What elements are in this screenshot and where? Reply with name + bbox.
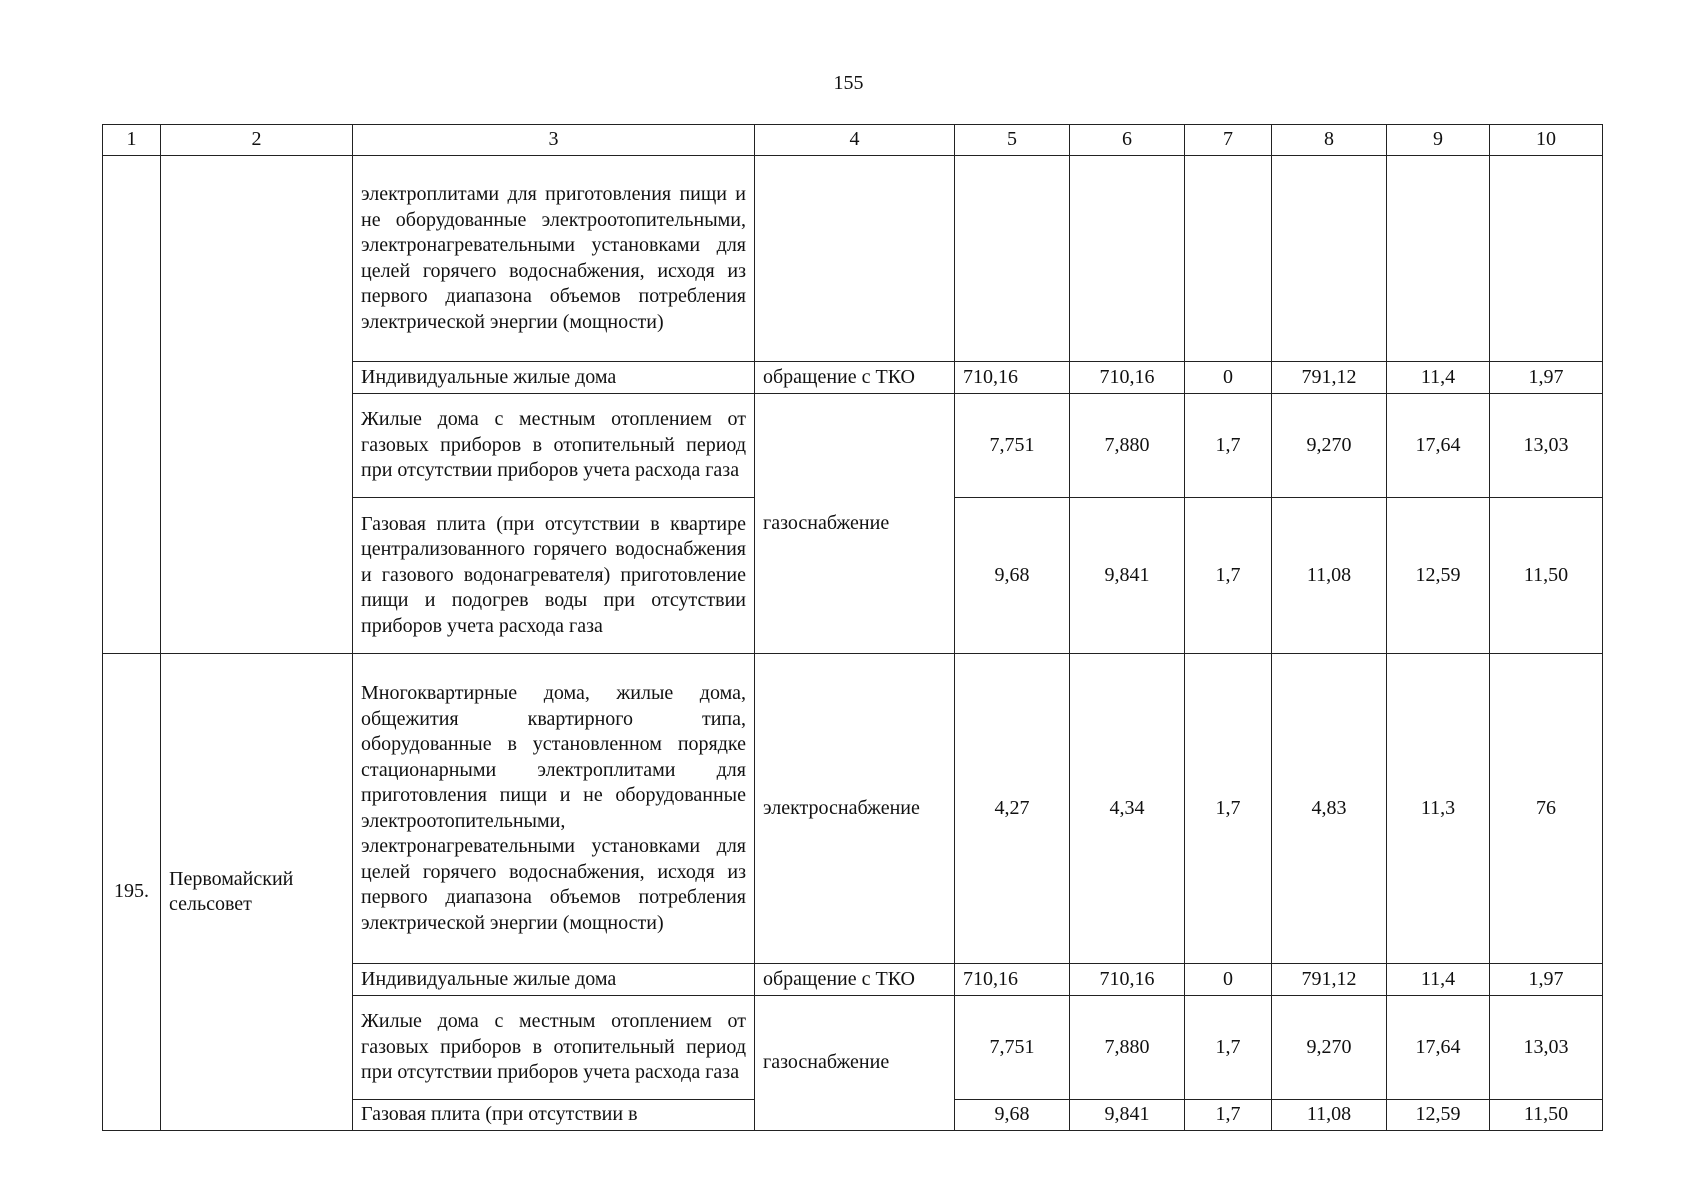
col-header-4: 4	[755, 125, 955, 156]
value-col7: 1,7	[1185, 1100, 1272, 1131]
service-type: обращение с ТКО	[755, 964, 955, 996]
value-col5: 7,751	[955, 996, 1070, 1100]
housing-type: электроплитами для приготовления пищи и не оборудованные электроотопительными, электронагревательными установками для целей горячего водоснабжения, исходя из первого диапазона объемов потребления электрической энергии (мощности)	[353, 156, 755, 362]
value-col9: 11,4	[1387, 964, 1490, 996]
col-header-10: 10	[1490, 125, 1603, 156]
value-col7: 1,7	[1185, 996, 1272, 1100]
value-col9	[1387, 156, 1490, 362]
value-col10: 11,50	[1490, 1100, 1603, 1131]
service-type: газоснабжение	[755, 394, 955, 654]
value-col6: 710,16	[1070, 964, 1185, 996]
value-col5: 7,751	[955, 394, 1070, 498]
col-header-5: 5	[955, 125, 1070, 156]
col-header-9: 9	[1387, 125, 1490, 156]
service-empty	[755, 156, 955, 362]
service-type: газоснабжение	[755, 996, 955, 1131]
value-col8	[1272, 156, 1387, 362]
value-col10	[1490, 156, 1603, 362]
value-col5	[955, 156, 1070, 362]
value-col8: 791,12	[1272, 964, 1387, 996]
service-type: электроснабжение	[755, 654, 955, 964]
value-col10: 11,50	[1490, 498, 1603, 654]
value-col10: 13,03	[1490, 394, 1603, 498]
value-col10: 76	[1490, 654, 1603, 964]
value-col8: 791,12	[1272, 362, 1387, 394]
value-col6: 9,841	[1070, 1100, 1185, 1131]
value-col8: 9,270	[1272, 996, 1387, 1100]
col-header-3: 3	[353, 125, 755, 156]
tariff-table	[102, 124, 1603, 1131]
page-number: 155	[833, 72, 864, 94]
value-col7: 0	[1185, 964, 1272, 996]
housing-type: Индивидуальные жилые дома	[353, 964, 755, 996]
value-col5: 9,68	[955, 1100, 1070, 1131]
value-col8: 11,08	[1272, 498, 1387, 654]
value-col9: 11,4	[1387, 362, 1490, 394]
table-row	[103, 156, 1603, 362]
value-col7	[1185, 156, 1272, 362]
value-col10: 13,03	[1490, 996, 1603, 1100]
value-col10: 1,97	[1490, 362, 1603, 394]
col-header-2: 2	[161, 125, 353, 156]
value-col5: 710,16	[955, 964, 1070, 996]
housing-type: Газовая плита (при отсутствии в	[353, 1100, 755, 1131]
housing-type: Газовая плита (при отсутствии в квартире централизованного горячего водоснабжения и газового водонагревателя) приготовление пищи и подогрев воды при отсутствии приборов учета расхода газа	[353, 498, 755, 654]
value-col10: 1,97	[1490, 964, 1603, 996]
value-col7: 0	[1185, 362, 1272, 394]
value-col9: 17,64	[1387, 394, 1490, 498]
value-col6: 7,880	[1070, 394, 1185, 498]
value-col8: 9,270	[1272, 394, 1387, 498]
col-header-7: 7	[1185, 125, 1272, 156]
value-col8: 11,08	[1272, 1100, 1387, 1131]
value-col5: 9,68	[955, 498, 1070, 654]
col-header-8: 8	[1272, 125, 1387, 156]
housing-type: Индивидуальные жилые дома	[353, 362, 755, 394]
col-header-6: 6	[1070, 125, 1185, 156]
service-type: обращение с ТКО	[755, 362, 955, 394]
row-number-empty	[103, 156, 161, 654]
value-col5: 710,16	[955, 362, 1070, 394]
value-col7: 1,7	[1185, 654, 1272, 964]
locality-empty	[161, 156, 353, 654]
housing-type: Жилые дома с местным отоплением от газовых приборов в отопительный период при отсутствии приборов учета расхода газа	[353, 996, 755, 1100]
value-col6: 4,34	[1070, 654, 1185, 964]
header-row	[103, 125, 1603, 156]
value-col5: 4,27	[955, 654, 1070, 964]
value-col6: 710,16	[1070, 362, 1185, 394]
value-col9: 11,3	[1387, 654, 1490, 964]
value-col6	[1070, 156, 1185, 362]
row-number: 195.	[103, 654, 161, 1131]
value-col7: 1,7	[1185, 498, 1272, 654]
value-col9: 17,64	[1387, 996, 1490, 1100]
value-col8: 4,83	[1272, 654, 1387, 964]
value-col9: 12,59	[1387, 498, 1490, 654]
value-col7: 1,7	[1185, 394, 1272, 498]
housing-type: Многоквартирные дома, жилые дома, общежития квартирного типа, оборудованные в установленном порядке стационарными электроплитами для приготовления пищи и не оборудованные электроотопительными, электронагревательными установками для целей горячего водоснабжения, исходя из первого диапазона объемов потребления электрической энергии (мощности)	[353, 654, 755, 964]
table-row	[103, 654, 1603, 964]
housing-type: Жилые дома с местным отоплением от газовых приборов в отопительный период при отсутствии приборов учета расхода газа	[353, 394, 755, 498]
locality-name: Первомайский сельсовет	[161, 654, 353, 1131]
value-col6: 9,841	[1070, 498, 1185, 654]
value-col6: 7,880	[1070, 996, 1185, 1100]
col-header-1: 1	[103, 125, 161, 156]
value-col9: 12,59	[1387, 1100, 1490, 1131]
